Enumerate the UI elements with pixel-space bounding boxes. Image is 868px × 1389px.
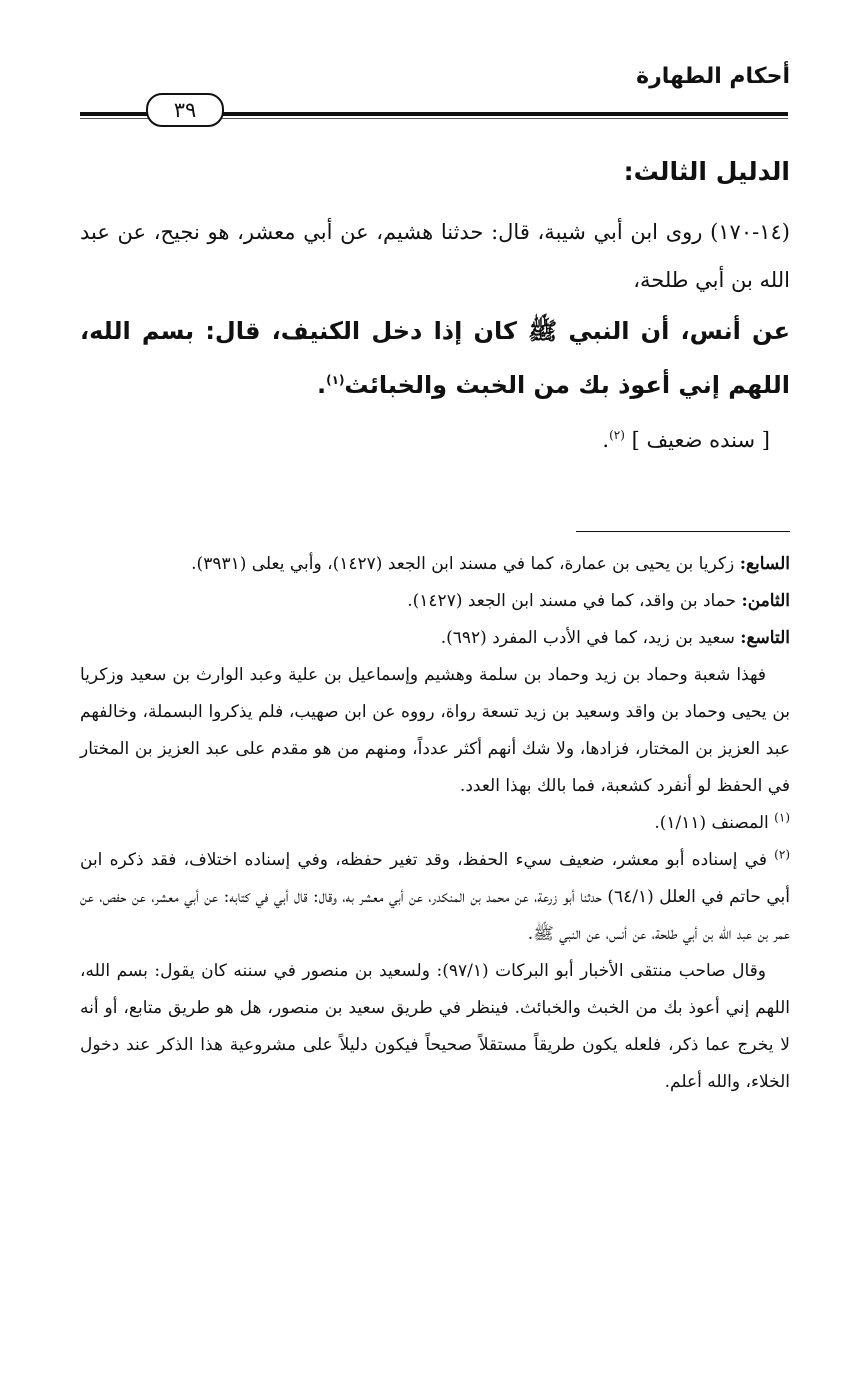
narration-chain: (١٤-١٧٠) روى ابن أبي شيبة، قال: حدثنا هشيم، عن أبي معشر، هو نجيح، عن عبد الله بن أبي طلحة، [80, 220, 790, 292]
footnote-ref-1: (١) [326, 373, 345, 387]
footnote-1-marker: (١) [774, 810, 790, 825]
footnote-eighth [80, 583, 790, 620]
section-heading: الدليل الثالث: [623, 157, 790, 186]
grading-verdict [80, 416, 790, 464]
footnote-ref-2: (٢) [609, 428, 625, 442]
seventh-text: زكريا بن يحيى بن عمارة، كما في مسند ابن الجعد (١٤٢٧)، وأبي يعلى (٣٩٣١). [191, 554, 735, 574]
footnote-2-marker: (٢) [774, 847, 790, 862]
footnote-2 [80, 842, 790, 953]
footnote-1 [80, 805, 790, 842]
eighth-label: الثامن: [741, 591, 790, 611]
footnotes-section [80, 546, 790, 1101]
footnote-2-continuation: وقال صاحب منتقى الأخبار أبو البركات (٩٧/١): ولسعيد بن منصور في سننه كان يقول: بسم الله، اللهم إني أعوذ بك من الخبث والخبائث. فينظر في طريق سعيد بن منصور، هل هو طريق متابع، أو أنه لا يخرج عما ذكر، فلعله يكون طريقاً مستقلاً صحيحاً فيكون دليلاً على مشروعية هذا الذكر عند دخول الخلاء، والله أعلم. [80, 961, 790, 1092]
book-title: أحكام الطهارة [636, 64, 790, 89]
footnote-2-text: في إسناده أبو معشر، ضعيف سيء الحفظ، وقد تغير حفظه، وفي إسناده اختلاف، فقد ذكره ابن أبي حاتم في العلل (٦٤/١) حدثنا أبو زرعة، عن محمد بن المنكدر، عن أبي معشر به، وقال: قال أبي في كتابه: عن أبي معشر، عن حفص، عن عمر بن عبد الله بن أبي طلحة، عن أنس، عن النبي ﷺ. [80, 850, 790, 944]
verdict-text: [ سنده ضعيف ] [631, 428, 770, 452]
hadith-text [80, 304, 790, 412]
ninth-label: التاسع: [740, 628, 790, 648]
footnote-1-text: المصنف (١/١١). [654, 813, 769, 833]
main-text [80, 150, 790, 464]
hadith-body: عن أنس، أن النبي ﷺ كان إذا دخل الكنيف، قال: بسم الله، اللهم إني أعوذ بك من الخبث والخبائث [80, 317, 790, 399]
footnote-ninth [80, 620, 790, 657]
seventh-label: السابع: [739, 554, 790, 574]
footnote-separator [576, 531, 790, 532]
eighth-text: حماد بن واقد، كما في مسند ابن الجعد (١٤٢٧). [407, 591, 737, 611]
page-number-badge: ٣٩ [146, 93, 224, 127]
footnote-summary: فهذا شعبة وحماد بن زيد وحماد بن سلمة وهشيم وإسماعيل بن علية وعبد الوارث بن سعيد وزكريا بن يحيى وحماد بن واقد وسعيد بن زيد تسعة رواة، رووه عن ابن صهيب، فلم يذكروا البسملة، وخالفهم عبد العزيز بن المختار، فزادها، ولا شك أنهم أكثر عدداً، ومنهم من هو مقدم على عبد العزيز بن المختار في الحفظ لو أنفرد كشعبة، فما بالك بهذا العدد. [80, 665, 790, 796]
footnote-seventh [80, 546, 790, 583]
verdict-end: . [602, 428, 610, 452]
hadith-end: . [317, 371, 327, 399]
ninth-text: سعيد بن زيد، كما في الأدب المفرد (٦٩٢). [440, 628, 735, 648]
